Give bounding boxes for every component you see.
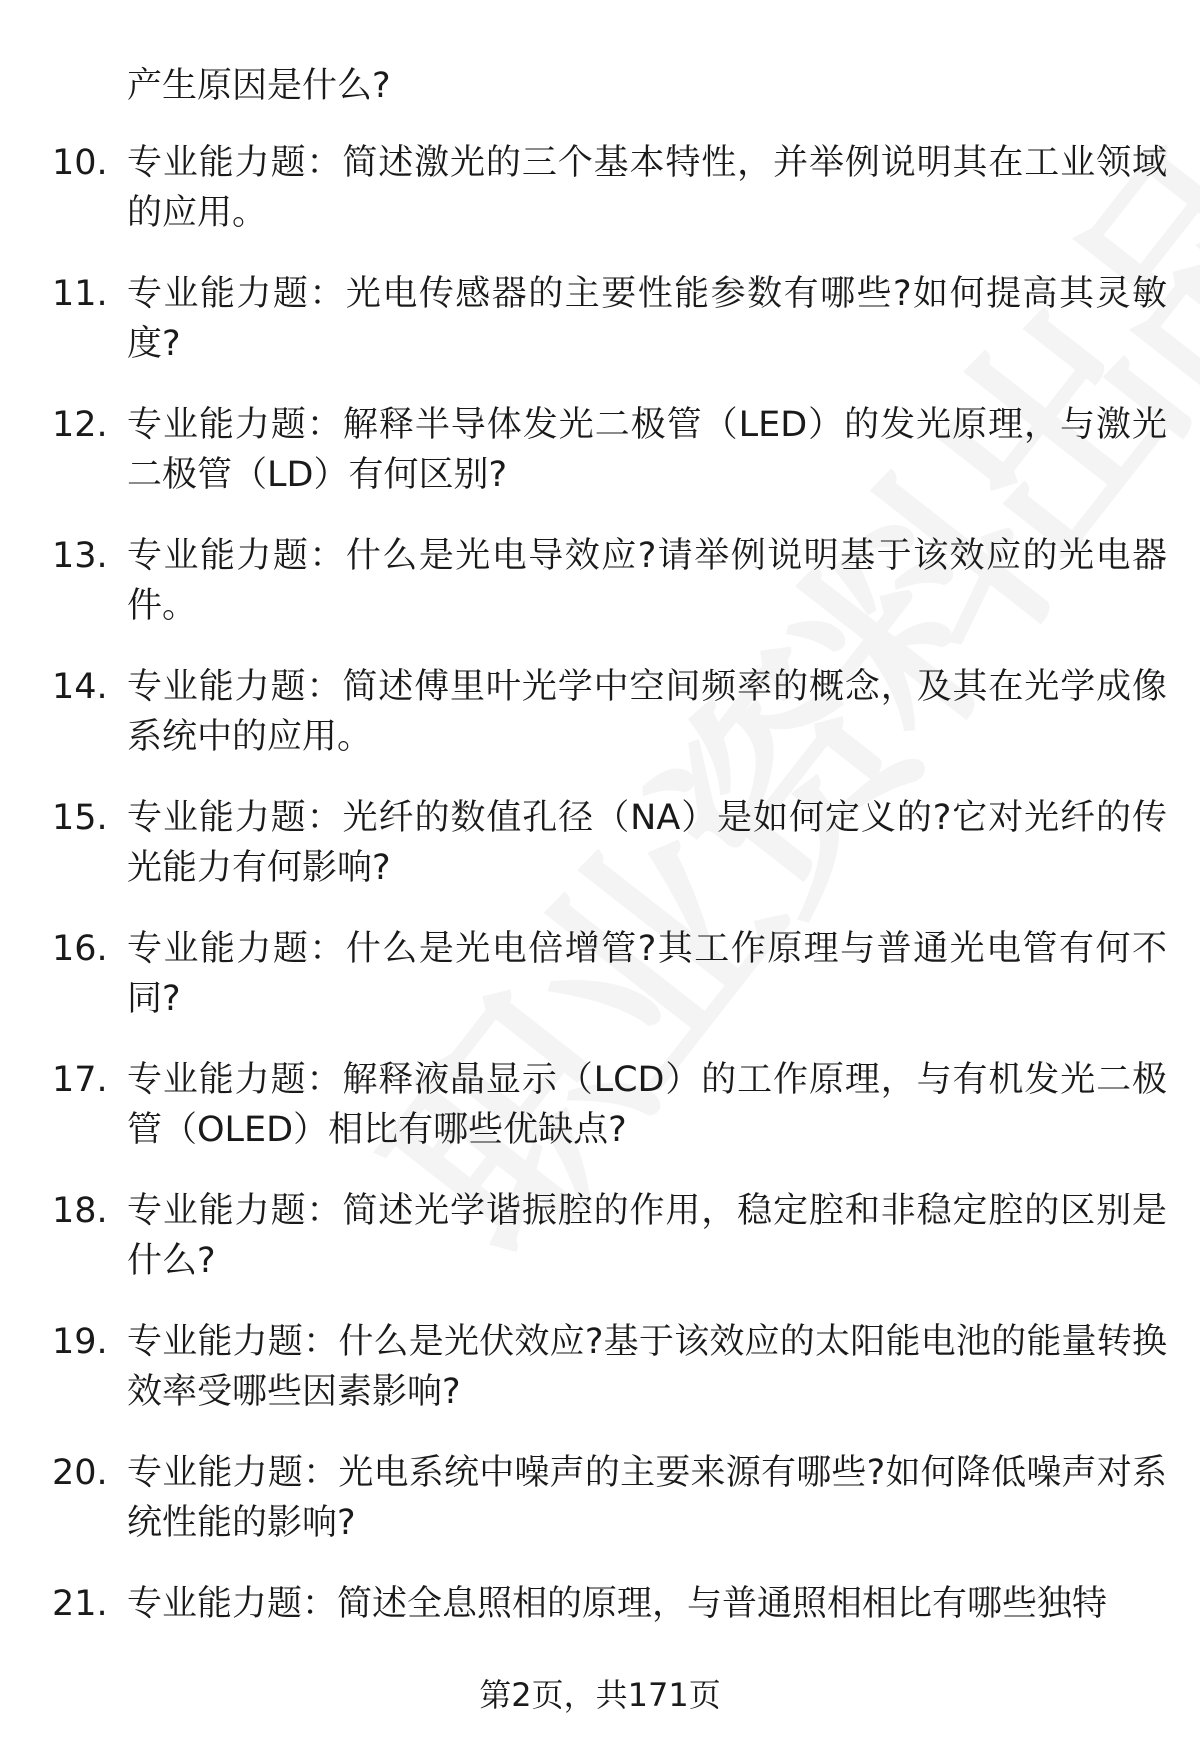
question-number: 18. xyxy=(52,1191,108,1231)
question-text: 专业能力题：光电传感器的主要性能参数有哪些?如何提高其灵敏度? xyxy=(127,274,1167,364)
question-text: 专业能力题：简述傅里叶光学中空间频率的概念，及其在光学成像系统中的应用。 xyxy=(127,667,1167,757)
question-text: 专业能力题：光电系统中噪声的主要来源有哪些?如何降低噪声对系统性能的影响? xyxy=(127,1453,1167,1543)
question-text: 专业能力题：解释半导体发光二极管（LED）的发光原理，与激光二极管（LD）有何区别? xyxy=(127,405,1167,495)
question-item xyxy=(0,793,1200,924)
question-text: 专业能力题：什么是光伏效应?基于该效应的太阳能电池的能量转换效率受哪些因素影响? xyxy=(127,1322,1167,1412)
question-text: 专业能力题：简述全息照相的原理，与普通照相相比有哪些独特 xyxy=(127,1584,1108,1624)
question-item xyxy=(0,531,1200,662)
question-text: 专业能力题：光纤的数值孔径（NA）是如何定义的?它对光纤的传光能力有何影响? xyxy=(127,798,1167,888)
question-number: 21. xyxy=(52,1584,108,1624)
question-number: 11. xyxy=(52,274,108,314)
question-text: 专业能力题：什么是光电导效应?请举例说明基于该效应的光电器件。 xyxy=(127,536,1167,626)
question-item xyxy=(0,924,1200,1055)
question-item xyxy=(0,662,1200,793)
question-item xyxy=(0,269,1200,400)
question-number: 12. xyxy=(52,405,108,445)
question-text: 专业能力题：简述光学谐振腔的作用，稳定腔和非稳定腔的区别是什么? xyxy=(127,1191,1167,1281)
question-number: 20. xyxy=(52,1453,108,1493)
question-item xyxy=(0,138,1200,269)
question-text: 专业能力题：什么是光电倍增管?其工作原理与普通光电管有何不同? xyxy=(127,929,1167,1019)
continuation-text: 产生原因是什么? xyxy=(127,66,391,106)
question-item xyxy=(0,1317,1200,1448)
question-number: 19. xyxy=(52,1322,108,1362)
question-item xyxy=(0,1448,1200,1579)
question-number: 15. xyxy=(52,798,108,838)
question-text: 专业能力题：解释液晶显示（LCD）的工作原理，与有机发光二极管（OLED）相比有哪些优缺点? xyxy=(127,1060,1167,1150)
question-text: 专业能力题：简述激光的三个基本特性，并举例说明其在工业领域的应用。 xyxy=(127,143,1167,233)
question-number: 10. xyxy=(52,143,108,183)
question-item xyxy=(0,400,1200,531)
question-number: 17. xyxy=(52,1060,108,1100)
question-item xyxy=(0,1055,1200,1186)
question-list xyxy=(0,138,1200,1710)
question-number: 14. xyxy=(52,667,108,707)
page-footer: 第2页，共171页 xyxy=(479,1676,721,1714)
question-item xyxy=(0,1186,1200,1317)
question-number: 16. xyxy=(52,929,108,969)
question-number: 13. xyxy=(52,536,108,576)
